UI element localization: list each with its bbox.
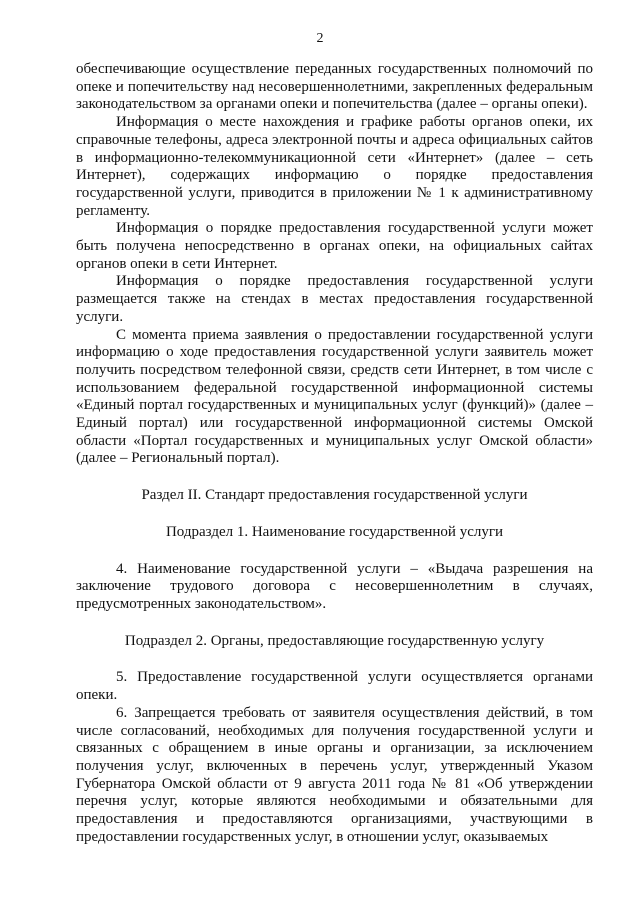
paragraph-organs-intro: обеспечивающие осуществление переданных государственных полномочий по опеке и попечительству над несовершеннолетними, закрепленных федеральным законодательством за органами опеки и попечительства (далее – органы опеки). [76,61,593,113]
paragraph-item-5: 5. Предоставление государственной услуги осуществляется органами опеки. [76,669,593,704]
paragraph-info-direct: Информация о порядке предоставления государственной услуги может быть получена непосредственно в органах опеки, на официальных сайтах органов опеки в сети Интернет. [76,220,593,272]
subsection-heading-1: Подраздел 1. Наименование государственной услуги [165,523,504,540]
document-body [76,61,593,846]
subsection-heading-2: Подраздел 2. Органы, предоставляющие государственную услугу [124,632,545,649]
page-number: 2 [316,31,324,46]
paragraph-info-stands: Информация о порядке предоставления государственной услуги размещается также на стендах в местах предоставления государственной услуги. [76,273,593,325]
paragraph-contact-info: Информация о месте нахождения и графике работы органов опеки, их справочные телефоны, адреса электронной почты и адреса официальных сайтов в информационно-телекоммуникационной сети «Интернет» (далее – сеть Интернет), содержащих информацию о порядке предоставления государственной услуги, приводится в приложении № 1 к административному регламенту. [76,114,593,219]
section-heading: Раздел II. Стандарт предоставления государственной услуги [141,487,528,504]
paragraph-application-status: С момента приема заявления о предоставлении государственной услуги информацию о ходе предоставления государственной услуги заявитель может получить посредством телефонной связи, средств сети Интернет, в том числе с использованием федеральной государственной информационной системы «Единый портал государственных и муниципальных услуг (функций)» (далее – Единый портал) или государственной информационной системы Омской области «Портал государственных и муниципальных услуг Омской области» (далее – Региональный портал). [76,326,593,467]
paragraph-item-6: 6. Запрещается требовать от заявителя осуществления действий, в том числе согласований, необходимых для получения государственной услуги и связанных с обращением в иные органы и организации, за исключением получения услуг, включенных в перечень услуг, утвержденный Указом Губернатора Омской области от 9 августа 2011 года № 81 «Об утверждении перечня услуг, которые являются необходимыми и обязательными для предоставления и предоставляются организациями, участвующими в предоставлении государственных услуг, в отношении услуг, оказываемых [76,704,593,845]
paragraph-item-4: 4. Наименование государственной услуги – «Выдача разрешения на заключение трудового договора с несовершеннолетним в случаях, предусмотренных законодательством». [76,560,593,612]
